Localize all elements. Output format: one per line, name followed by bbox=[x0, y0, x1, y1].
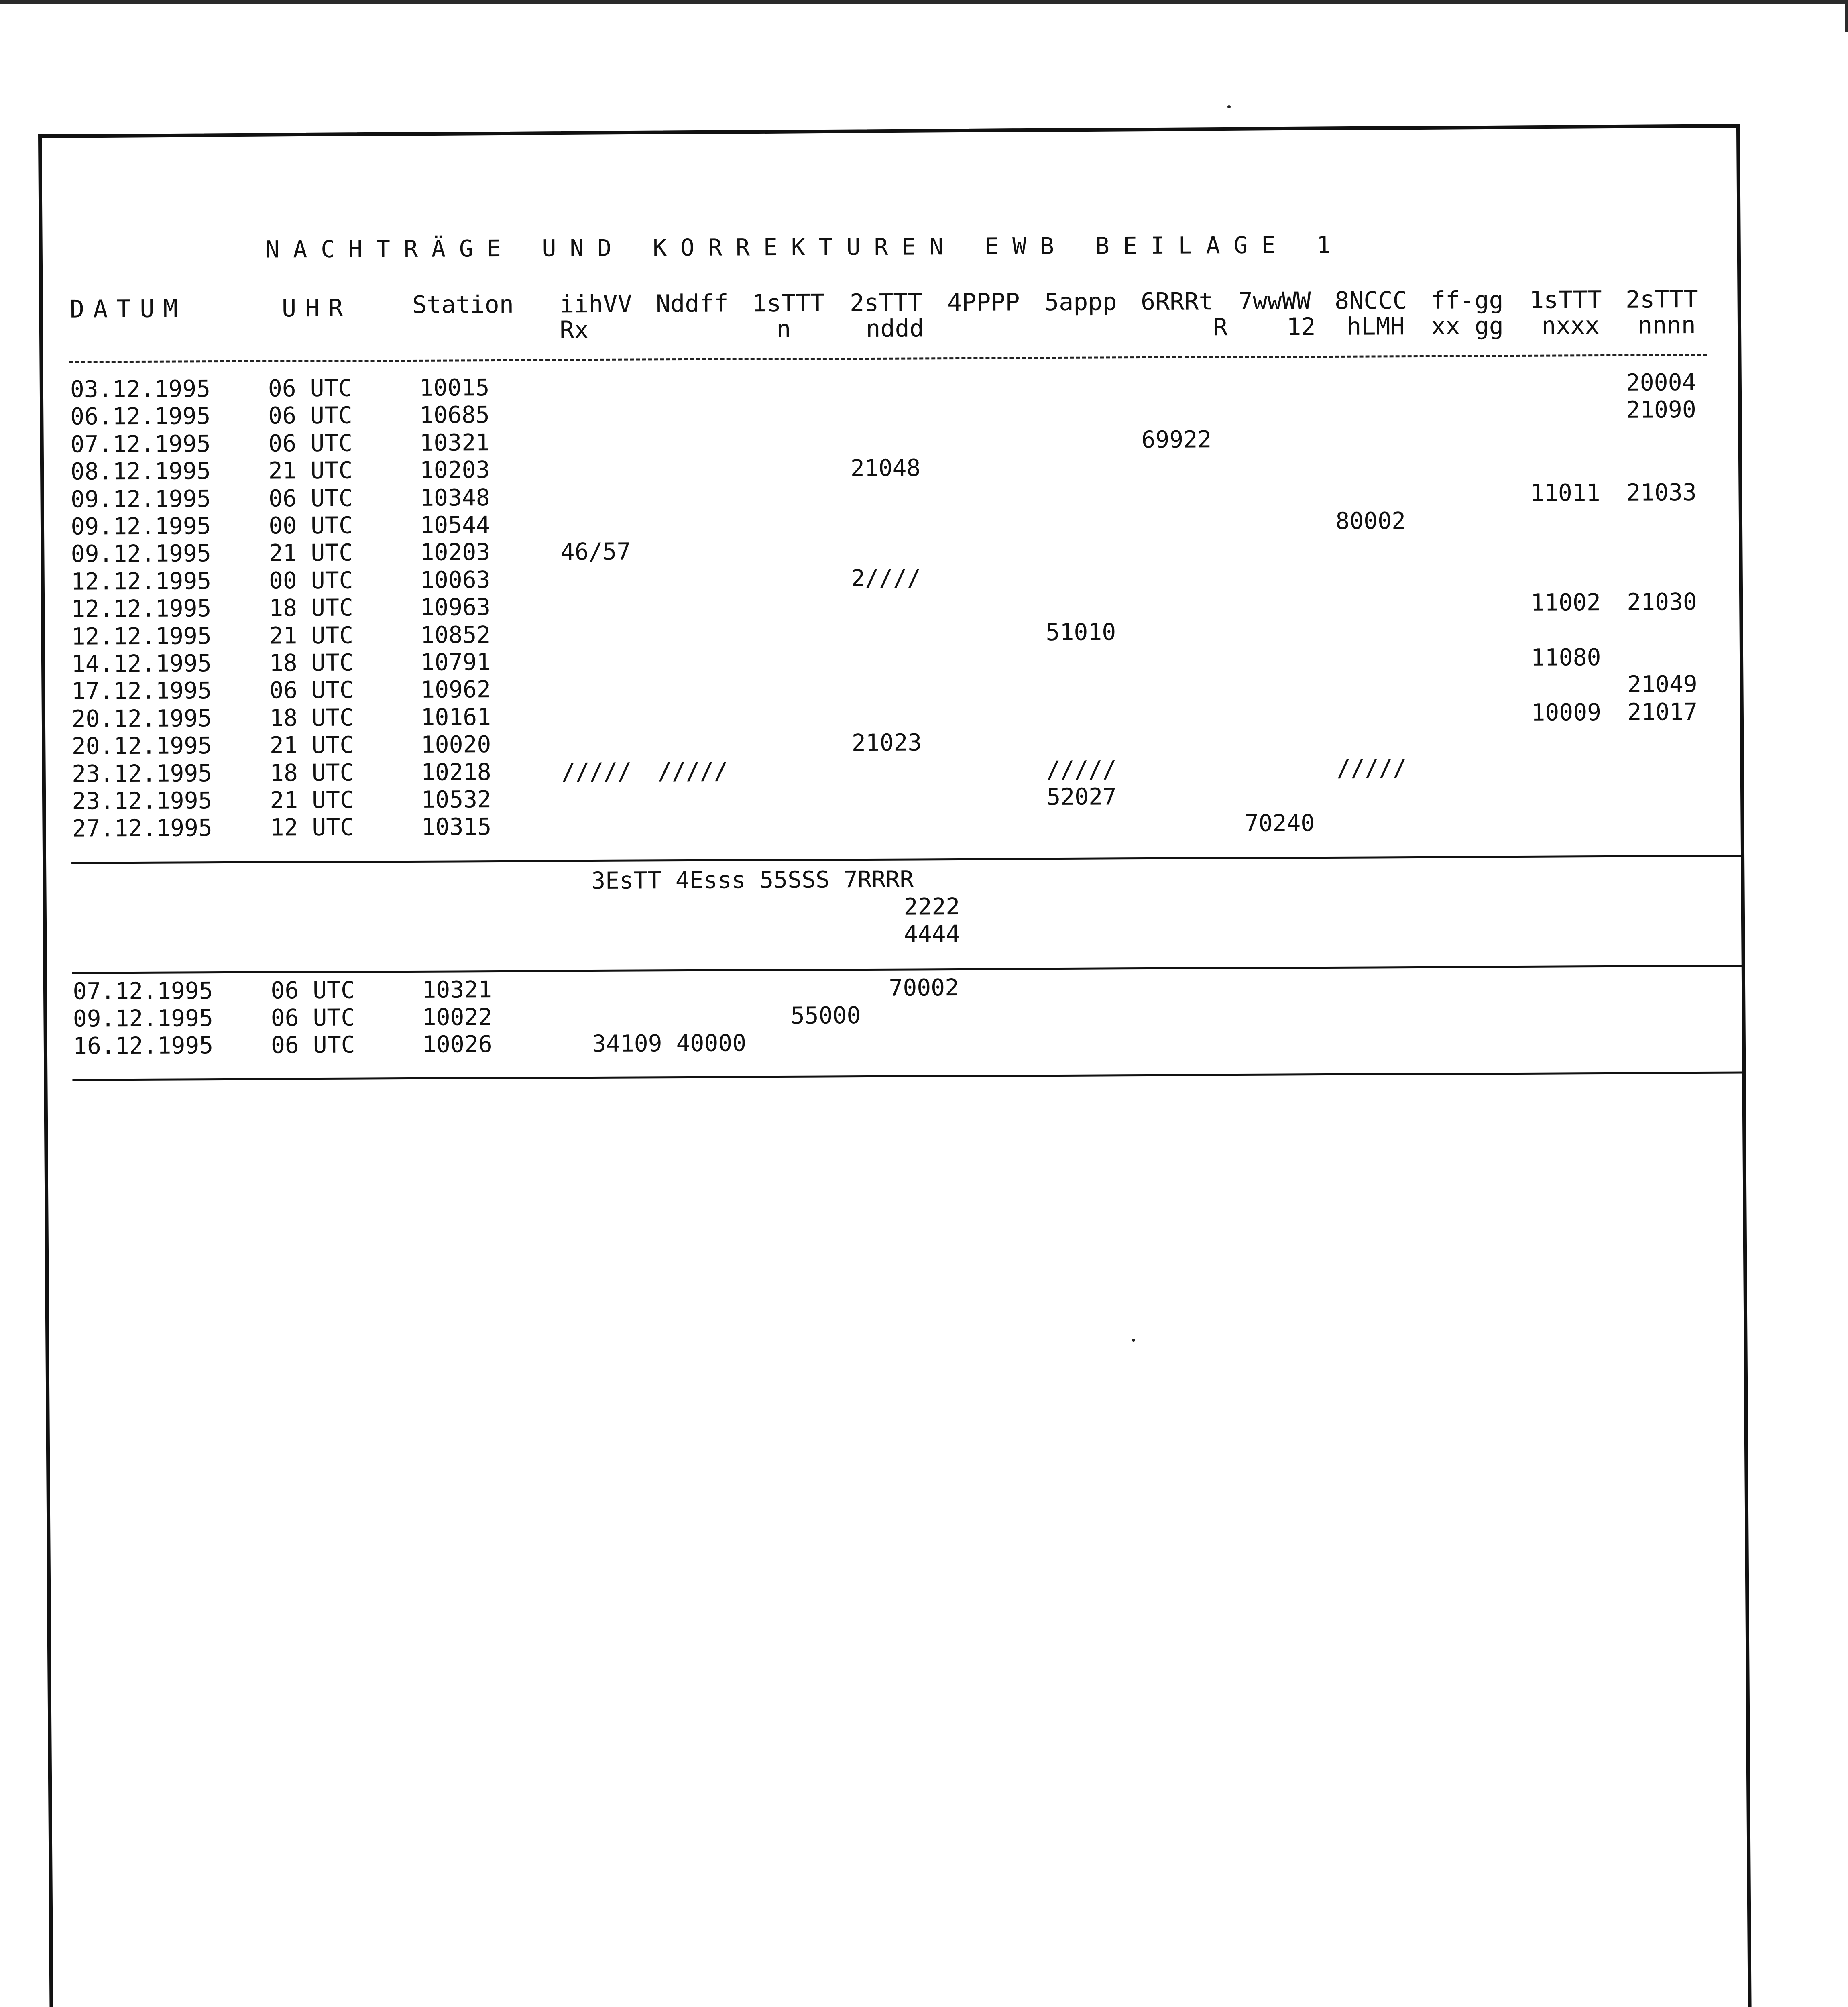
row-station: 10315 bbox=[421, 813, 492, 841]
header-datum: DATUM bbox=[69, 295, 187, 324]
row-value: 11011 bbox=[1530, 478, 1600, 507]
section-rule-3 bbox=[72, 1072, 1742, 1081]
row-time: 18 UTC bbox=[269, 704, 354, 732]
column-subheader-8: 12 bbox=[1286, 313, 1316, 341]
row-date: 20.12.1995 bbox=[71, 704, 212, 733]
section2-row-station: 10321 bbox=[422, 976, 493, 1004]
row-value: 70240 bbox=[1244, 809, 1315, 837]
column-header-12: 2sTTT bbox=[1625, 285, 1698, 314]
row-date: 06.12.1995 bbox=[70, 402, 211, 431]
section2-row-date: 07.12.1995 bbox=[73, 977, 213, 1005]
row-value: 11002 bbox=[1531, 588, 1601, 616]
row-station: 10685 bbox=[419, 401, 490, 429]
row-value: 46/57 bbox=[560, 537, 631, 566]
row-date: 20.12.1995 bbox=[71, 732, 212, 760]
scan-speck bbox=[1227, 105, 1231, 108]
row-time: 21 UTC bbox=[269, 731, 354, 759]
row-value: 69922 bbox=[1141, 425, 1212, 453]
section2-row-station: 10022 bbox=[422, 1003, 493, 1031]
row-value: ///// bbox=[561, 757, 632, 785]
column-subheader-10: xx gg bbox=[1431, 312, 1504, 340]
row-value: 11080 bbox=[1531, 643, 1601, 671]
header-uhr: UHR bbox=[281, 294, 352, 323]
section-rule-1 bbox=[71, 855, 1741, 864]
row-date: 23.12.1995 bbox=[72, 787, 212, 815]
row-station: 10962 bbox=[421, 676, 491, 704]
row-date: 17.12.1995 bbox=[71, 677, 212, 705]
column-header-11: 1sTTT bbox=[1529, 286, 1602, 314]
header-station: Station bbox=[412, 290, 514, 319]
row-value: 21090 bbox=[1626, 396, 1696, 424]
row-value: 10009 bbox=[1531, 698, 1602, 726]
row-value: ///// bbox=[1046, 755, 1117, 783]
row-station: 10963 bbox=[420, 593, 491, 621]
row-station: 10348 bbox=[419, 483, 490, 511]
row-station: 10203 bbox=[419, 456, 490, 484]
column-subheader-1: Rx bbox=[560, 316, 589, 344]
row-time: 21 UTC bbox=[269, 539, 353, 567]
row-date: 12.12.1995 bbox=[71, 622, 212, 650]
row-date: 27.12.1995 bbox=[72, 814, 213, 843]
section2-row-station: 10026 bbox=[422, 1030, 493, 1058]
row-value: 21023 bbox=[851, 729, 922, 757]
row-value: 21049 bbox=[1627, 670, 1697, 698]
section2-row-time: 06 UTC bbox=[271, 1031, 355, 1059]
column-header-6: 5appp bbox=[1044, 288, 1117, 317]
row-date: 14.12.1995 bbox=[71, 649, 212, 678]
row-date: 23.12.1995 bbox=[71, 759, 212, 788]
row-value: ///// bbox=[657, 757, 728, 785]
row-station: 10203 bbox=[420, 538, 490, 566]
column-header-2: Nddff bbox=[655, 289, 729, 318]
row-time: 06 UTC bbox=[268, 374, 352, 402]
column-header-8: 7wwWW bbox=[1238, 287, 1311, 316]
row-station: 10791 bbox=[420, 648, 491, 676]
row-time: 18 UTC bbox=[269, 759, 354, 787]
column-header-10: ff-gg bbox=[1431, 286, 1504, 315]
row-station: 10015 bbox=[419, 374, 490, 401]
row-date: 12.12.1995 bbox=[71, 567, 212, 595]
column-header-5: 4PPPP bbox=[947, 288, 1020, 317]
row-time: 00 UTC bbox=[269, 511, 353, 539]
column-header-1: iihVV bbox=[559, 290, 632, 319]
row-date: 09.12.1995 bbox=[71, 539, 212, 568]
row-date: 08.12.1995 bbox=[70, 457, 211, 485]
section2-row-time: 06 UTC bbox=[271, 1004, 355, 1032]
row-time: 18 UTC bbox=[269, 649, 354, 677]
row-time: 06 UTC bbox=[268, 484, 353, 512]
row-value: 52027 bbox=[1046, 783, 1117, 811]
section-rule-2 bbox=[72, 965, 1742, 974]
row-value: 2//// bbox=[851, 564, 921, 592]
page-title: NACHTRÄGE UND KORREKTUREN EWB BEILAGE 1 bbox=[265, 231, 1345, 263]
row-value: 51010 bbox=[1046, 618, 1116, 646]
row-time: 06 UTC bbox=[268, 429, 353, 457]
column-header-7: 6RRRt bbox=[1140, 287, 1213, 316]
row-time: 06 UTC bbox=[269, 676, 354, 704]
row-station: 10852 bbox=[420, 621, 491, 649]
section2-row-date: 16.12.1995 bbox=[73, 1032, 214, 1060]
row-value: 20004 bbox=[1626, 368, 1696, 396]
row-station: 10532 bbox=[421, 786, 492, 813]
row-date: 09.12.1995 bbox=[71, 512, 211, 540]
column-header-4: 2sTTT bbox=[849, 289, 922, 318]
section2-row-date: 09.12.1995 bbox=[73, 1004, 214, 1032]
column-header-9: 8NCCC bbox=[1334, 287, 1407, 315]
row-date: 12.12.1995 bbox=[71, 594, 212, 623]
row-value: 21048 bbox=[850, 454, 921, 482]
section2-row-time: 06 UTC bbox=[271, 976, 355, 1004]
row-time: 21 UTC bbox=[269, 621, 354, 649]
row-time: 18 UTC bbox=[269, 594, 353, 622]
section2-row-value: 34109 40000 bbox=[592, 1029, 747, 1058]
row-value: 80002 bbox=[1335, 507, 1406, 535]
row-date: 07.12.1995 bbox=[70, 429, 211, 458]
row-date: 03.12.1995 bbox=[70, 375, 211, 403]
row-value: 21030 bbox=[1627, 588, 1697, 616]
column-subheader-9: hLMH bbox=[1347, 312, 1405, 341]
row-value: ///// bbox=[1336, 754, 1407, 782]
column-subheader-3: n bbox=[776, 315, 791, 344]
column-header-3: 1sTTT bbox=[752, 289, 825, 318]
row-time: 21 UTC bbox=[270, 786, 354, 814]
section2-header-line1: 3EsTT 4Esss 55SSS 7RRRR bbox=[591, 865, 914, 895]
section2-row-value: 70002 bbox=[889, 974, 959, 1001]
row-station: 10218 bbox=[421, 758, 491, 786]
row-station: 10544 bbox=[420, 511, 490, 539]
column-subheader-11: nxxx bbox=[1541, 311, 1600, 340]
row-time: 12 UTC bbox=[270, 813, 354, 841]
section2-header-line3: 4444 bbox=[904, 920, 960, 948]
scan-speck bbox=[1132, 1339, 1135, 1342]
row-station: 10020 bbox=[421, 731, 491, 759]
row-station: 10321 bbox=[419, 428, 490, 456]
row-value: 21033 bbox=[1626, 478, 1697, 506]
column-subheader-7: R bbox=[1213, 313, 1228, 342]
row-time: 00 UTC bbox=[269, 566, 353, 594]
row-date: 09.12.1995 bbox=[70, 484, 211, 513]
section2-header-line2: 2222 bbox=[904, 893, 960, 920]
column-subheader-4: nddd bbox=[866, 314, 924, 343]
row-station: 10161 bbox=[421, 703, 491, 731]
row-time: 06 UTC bbox=[268, 402, 352, 429]
row-station: 10063 bbox=[420, 566, 490, 594]
row-time: 21 UTC bbox=[268, 456, 353, 484]
row-value: 21017 bbox=[1627, 698, 1698, 726]
section2-row-value: 55000 bbox=[790, 1001, 861, 1029]
column-subheader-12: nnnn bbox=[1638, 311, 1696, 340]
header-dash-rule bbox=[69, 354, 1707, 363]
